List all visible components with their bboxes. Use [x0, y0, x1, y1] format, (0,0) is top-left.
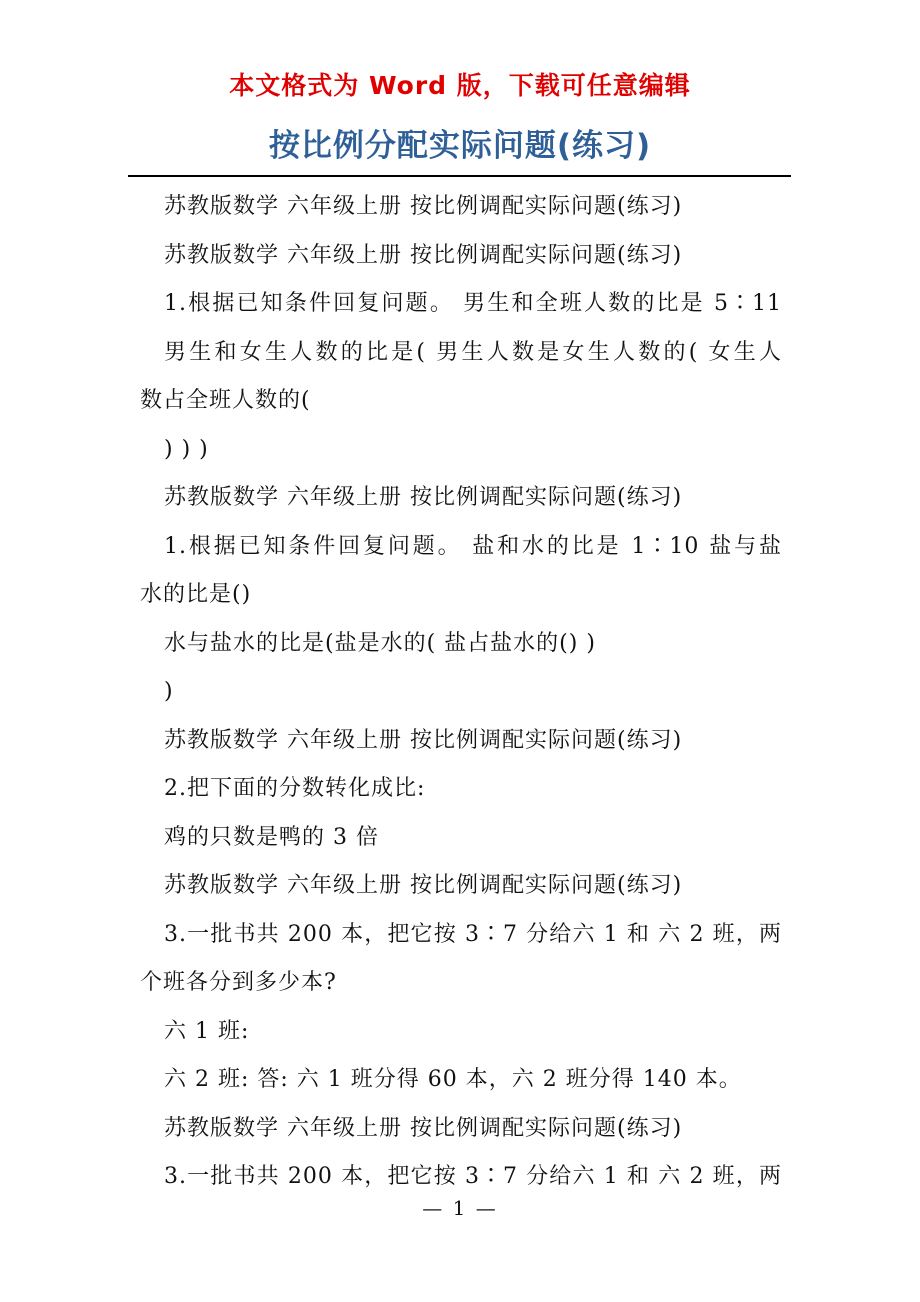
title-divider: [128, 175, 791, 177]
text-line: 苏教版数学 六年级上册 按比例调配实际问题(练习): [164, 485, 683, 510]
text-line: 3.一批书共 200 本，把它按 3∶7 分给六 1 和 六 2 班，两: [164, 921, 782, 947]
text-line: 苏教版数学 六年级上册 按比例调配实际问题(练习): [164, 242, 683, 268]
text-line: 男生和女生人数的比是( 男生人数是女生人数的( 女生人: [164, 339, 782, 365]
text-line: 水的比是(): [140, 582, 252, 607]
text-line: 水与盐水的比是(盐是水的( 盐占盐水的() ): [164, 630, 596, 656]
text-line: 苏教版数学 六年级上册 按比例调配实际问题(练习): [164, 1115, 683, 1141]
text-line: 苏教版数学 六年级上册 按比例调配实际问题(练习): [164, 194, 683, 219]
page-number: — 1 —: [422, 1196, 498, 1220]
text-line: 数占全班人数的(: [140, 388, 311, 413]
document-body: [140, 183, 782, 1202]
text-line: 个班各分到多少本?: [140, 970, 337, 995]
text-line: 鸡的只数是鸭的 3 倍: [164, 824, 379, 850]
format-banner: 本文格式为 Word 版，下载可任意编辑: [229, 71, 691, 100]
text-line: 六 2 班: 答: 六 1 班分得 60 本，六 2 班分得 140 本。: [164, 1067, 742, 1092]
text-line: 1.根据已知条件回复问题。 男生和全班人数的比是 5∶11: [164, 291, 782, 316]
text-line: 3.一批书共 200 本，把它按 3∶7 分给六 1 和 六 2 班，两: [164, 1164, 782, 1189]
document-title: 按比例分配实际问题(练习): [268, 128, 652, 164]
text-line: ): [164, 679, 174, 704]
text-line: 1.根据已知条件回复问题。 盐和水的比是 1∶10 盐与盐: [164, 533, 782, 559]
text-line: 六 1 班:: [164, 1018, 250, 1044]
text-line: 2.把下面的分数转化成比:: [164, 776, 426, 801]
text-line: ) ) ): [164, 436, 209, 462]
text-line: 苏教版数学 六年级上册 按比例调配实际问题(练习): [164, 727, 683, 753]
text-line: 苏教版数学 六年级上册 按比例调配实际问题(练习): [164, 873, 683, 898]
